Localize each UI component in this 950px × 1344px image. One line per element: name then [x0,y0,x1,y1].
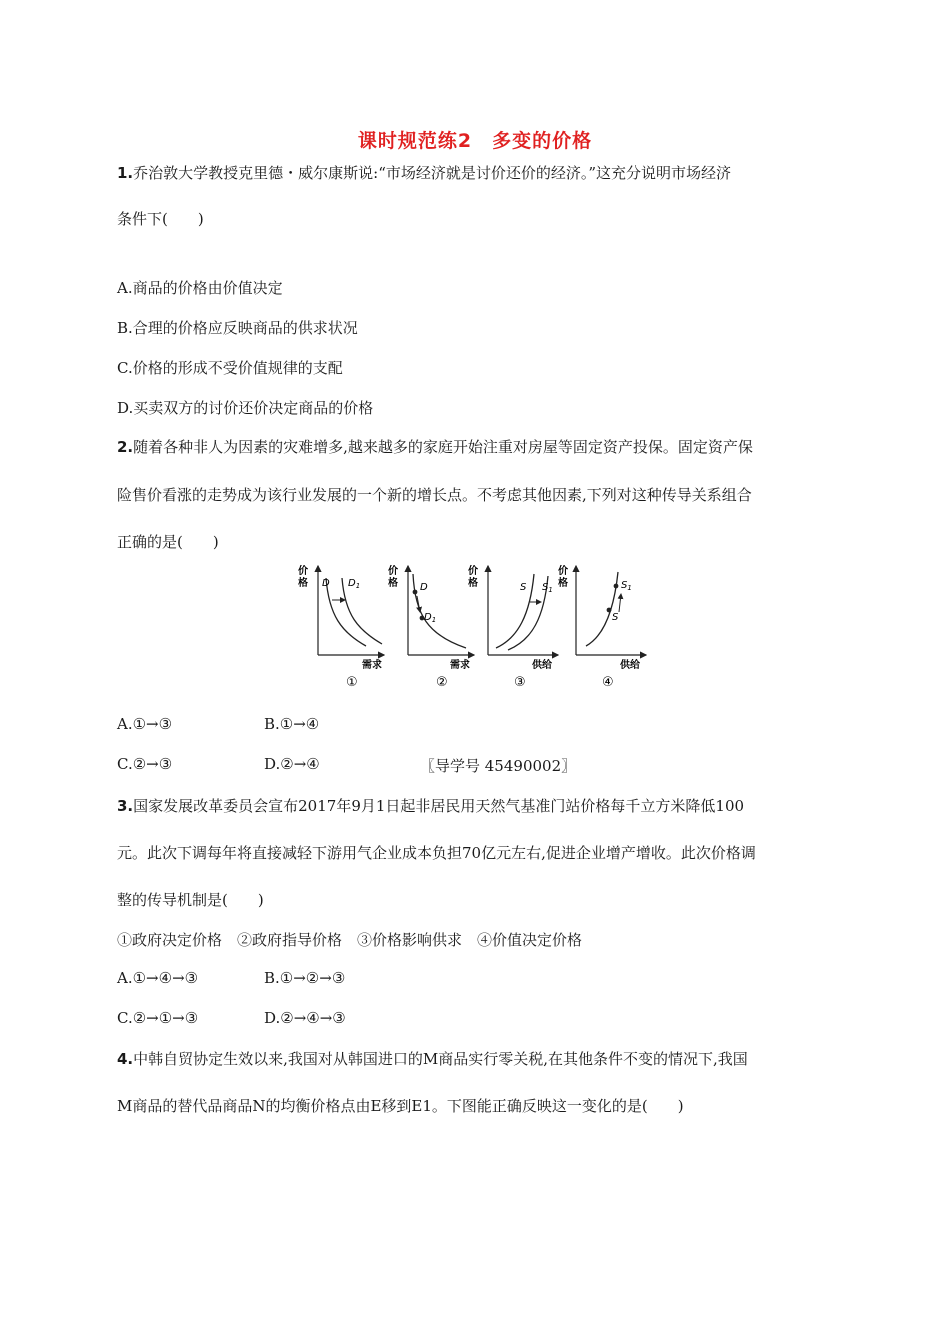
q1-stem-line1 [117,162,731,183]
panel-4-ylabel-a: 价 [558,566,568,577]
q1-text-1: 乔治敦大学教授克里德・威尔康斯说:“市场经济就是讨价还价的经济。”这充分说明市场经济 [133,164,732,182]
q2-guide-note: 〖导学号 45490002〗 [420,757,577,775]
q3-text-1: 国家发展改革委员会宣布2017年9月1日起非居民用天然气基准门站价格每千立方米降低100 [133,797,745,815]
q2-option-c[interactable]: C.②→③ [117,755,173,773]
q3-option-a[interactable]: A.①→④→③ [117,969,199,987]
q4-stem-line2: M商品的替代品商品N的均衡价格点由E移到E1。下图能正确反映这一变化的是( ) [117,1097,684,1115]
q3-option-c[interactable]: C.②→①→③ [117,1009,199,1027]
panel-3-ylabel-b: 格 [468,578,478,589]
page-title: 课时规范练2 多变的价格 [357,130,593,152]
q2-text-1: 随着各种非人为因素的灾难增多,越来越多的家庭开始注重对房屋等固定资产投保。固定资产保 [133,438,753,456]
panel-4-xlabel: 供给 [620,660,640,671]
panel-4 [558,564,646,690]
q3-number: 3. [117,797,134,815]
q4-text-1: 中韩自贸协定生效以来,我国对从韩国进口的M商品实行零关税,在其他条件不变的情况下,我国 [133,1050,748,1068]
panel-3-number: ③ [514,675,526,690]
q3-option-d[interactable]: D.②→④→③ [264,1009,346,1027]
q2-stem-line3: 正确的是( ) [117,533,219,551]
q2-number: 2. [117,438,134,456]
panel-4-point-s1 [614,584,619,589]
q3-option-b[interactable]: B.①→②→③ [264,969,346,987]
q3-stem-line1 [117,795,744,816]
q1-option-a[interactable]: A.商品的价格由价值决定 [117,279,283,297]
q1-option-d[interactable]: D.买卖双方的讨价还价决定商品的价格 [117,399,374,417]
panel-3-ylabel-a: 价 [468,566,478,577]
q2-stem-line2: 险售价看涨的走势成为该行业发展的一个新的增长点。不考虑其他因素,下列对这种传导关系组合 [117,486,752,504]
q2-option-a[interactable]: A.①→③ [117,715,173,733]
q1-option-b[interactable]: B.合理的价格应反映商品的供求状况 [117,319,358,337]
q4-stem-line1 [117,1048,748,1069]
panel-2-ylabel-b: 格 [388,578,398,589]
panel-1-label-d1: $D_1$ [348,578,361,590]
panel-2-label-d1: $D_1$ [424,612,437,624]
panel-3 [468,564,558,690]
q3-stem-line2: 元。此次下调每年将直接减轻下游用气企业成本负担70亿元左右,促进企业增产增收。此次价格调 [117,844,756,862]
q2-option-b[interactable]: B.①→④ [264,715,320,733]
panel-2-point-d [413,590,418,595]
panel-1-xlabel: 需求 [362,660,382,671]
q3-stem-line3: 整的传导机制是( ) [117,891,264,909]
panel-4-ylabel-b: 格 [558,578,568,589]
panel-3-label-s1: $S_1$ [542,582,553,594]
panel-3-xlabel: 供给 [532,660,552,671]
q2-option-d[interactable]: D.②→④ [264,755,320,773]
panel-3-label-s: S [520,582,527,593]
panel-3-curve-s [496,574,534,648]
panel-4-label-s1: $S_1$ [621,580,632,592]
panel-4-number: ④ [602,675,614,690]
q1-option-c[interactable]: C.价格的形成不受价值规律的支配 [117,359,343,377]
panel-1-ylabel-b: 格 [298,578,308,589]
q1-stem-line2: 条件下( ) [117,210,204,228]
panel-2 [388,564,474,690]
panel-4-label-s: S [612,612,619,623]
panel-4-point-s [607,608,612,613]
panel-1-number: ① [346,675,358,690]
panel-2-ylabel-a: 价 [388,566,398,577]
q2-stem-line1 [117,436,753,457]
panel-4-curve [586,572,618,646]
panel-1-label-d: D [322,578,330,589]
supply-demand-figure [296,560,676,692]
q4-number: 4. [117,1050,134,1068]
panel-2-number: ② [436,675,448,690]
panel-1 [298,564,384,690]
panel-1-ylabel-a: 价 [298,566,308,577]
panel-2-xlabel: 需求 [450,660,470,671]
panel-2-label-d: D [420,582,428,593]
q1-number: 1. [117,164,134,182]
q3-items: ①政府决定价格 ②政府指导价格 ③价格影响供求 ④价值决定价格 [117,931,583,949]
